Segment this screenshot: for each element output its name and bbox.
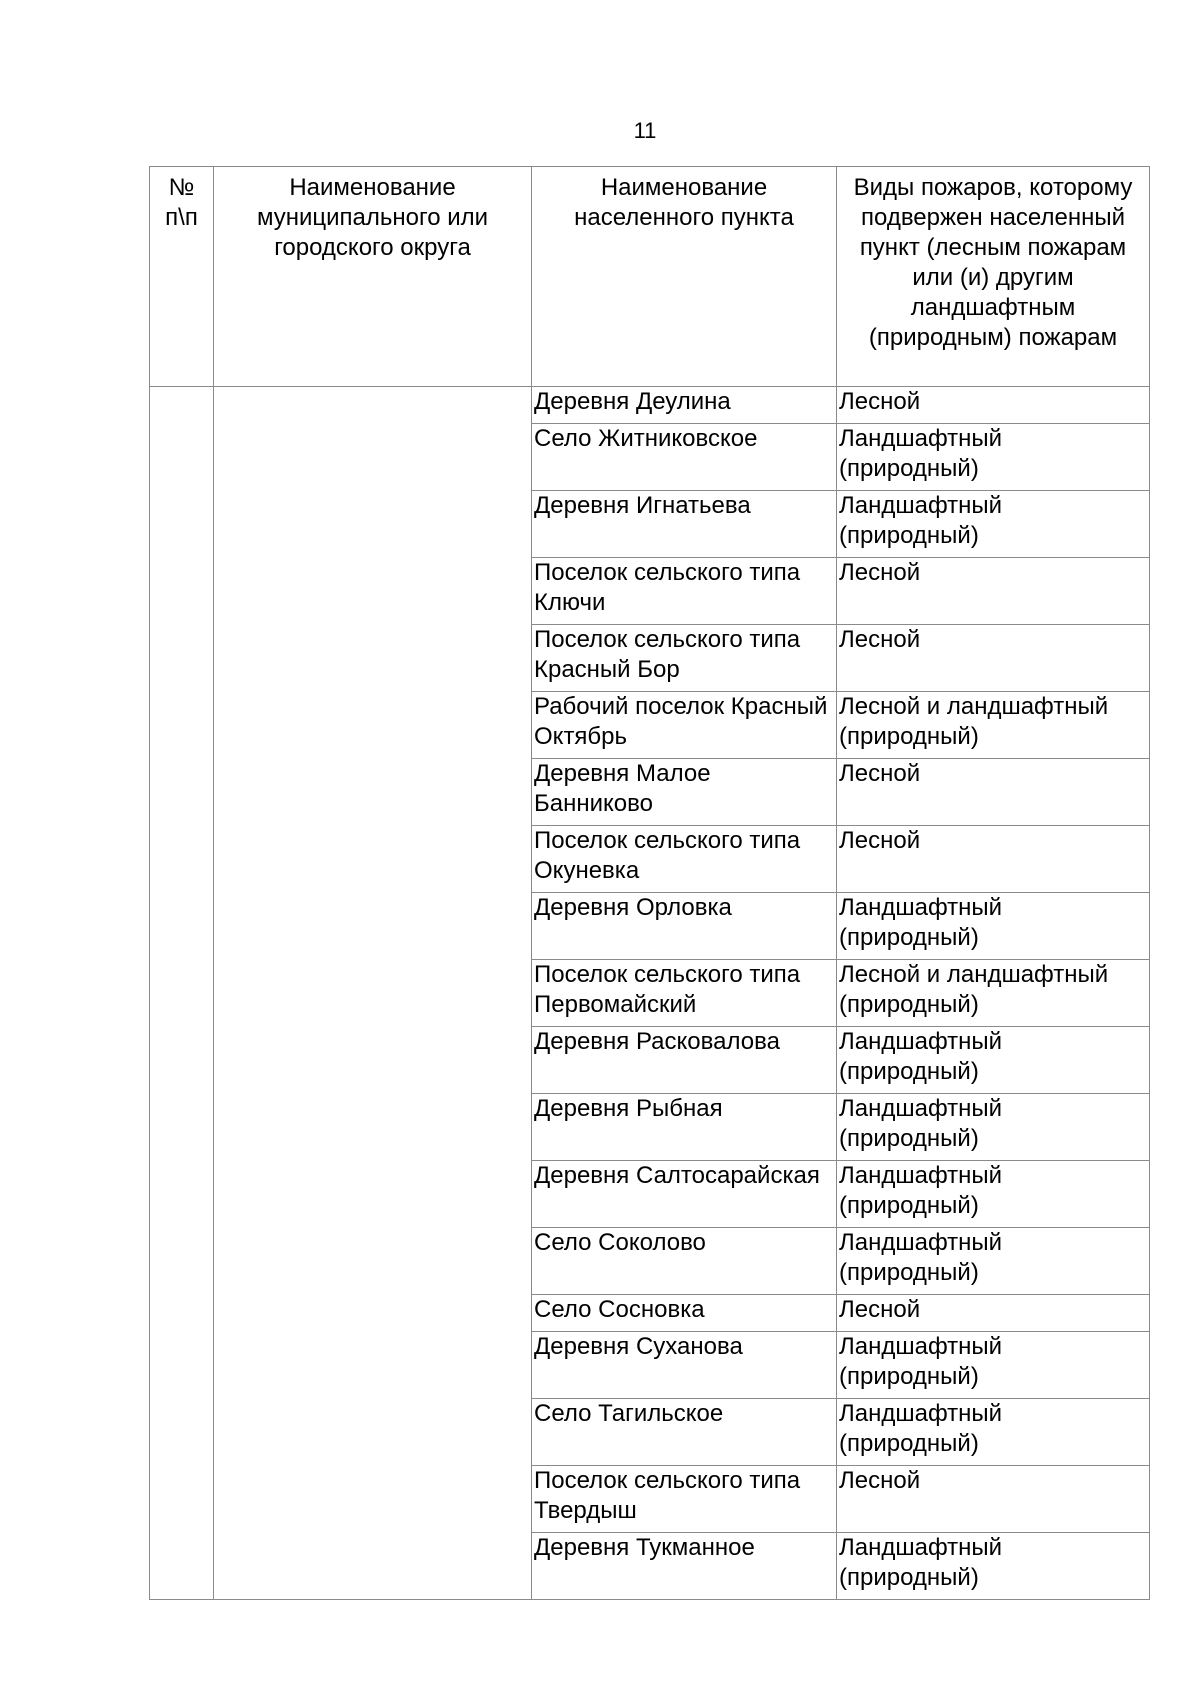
fire-type-cell: Лесной <box>837 826 1150 893</box>
header-municipality: Наименование муниципального или городского округа <box>214 167 532 387</box>
header-number: № п\п <box>150 167 214 387</box>
settlement-cell: Село Сосновка <box>532 1295 837 1332</box>
fire-type-cell: Лесной и ландшафтный (природный) <box>837 960 1150 1027</box>
settlement-cell: Деревня Орловка <box>532 893 837 960</box>
settlement-cell: Поселок сельского типа Окуневка <box>532 826 837 893</box>
settlement-cell: Деревня Малое Банниково <box>532 759 837 826</box>
settlement-cell: Деревня Деулина <box>532 387 837 424</box>
table-row <box>150 387 1150 424</box>
fire-type-cell: Ландшафтный (природный) <box>837 1533 1150 1600</box>
fire-type-cell: Лесной и ландшафтный (природный) <box>837 692 1150 759</box>
fire-type-cell: Ландшафтный (природный) <box>837 1399 1150 1466</box>
settlement-cell: Село Житниковское <box>532 424 837 491</box>
settlement-cell: Село Соколово <box>532 1228 837 1295</box>
fire-type-cell: Лесной <box>837 1295 1150 1332</box>
fire-type-cell: Лесной <box>837 387 1150 424</box>
fire-type-cell: Ландшафтный (природный) <box>837 424 1150 491</box>
number-cell <box>150 387 214 1600</box>
fire-type-cell: Лесной <box>837 759 1150 826</box>
settlement-cell: Поселок сельского типа Твердыш <box>532 1466 837 1533</box>
settlement-cell: Деревня Рыбная <box>532 1094 837 1161</box>
header-fire-type: Виды пожаров, которому подвержен населенный пункт (лесным пожарам или (и) другим ландшафтным (природным) пожарам <box>837 167 1150 387</box>
settlements-table <box>149 166 1150 1600</box>
settlement-cell: Деревня Суханова <box>532 1332 837 1399</box>
fire-type-cell: Ландшафтный (природный) <box>837 1228 1150 1295</box>
fire-type-cell: Ландшафтный (природный) <box>837 491 1150 558</box>
fire-type-cell: Лесной <box>837 558 1150 625</box>
settlement-cell: Деревня Расковалова <box>532 1027 837 1094</box>
settlement-cell: Деревня Салтосарайская <box>532 1161 837 1228</box>
fire-type-cell: Лесной <box>837 625 1150 692</box>
fire-type-cell: Ландшафтный (природный) <box>837 1027 1150 1094</box>
fire-type-cell: Ландшафтный (природный) <box>837 1332 1150 1399</box>
fire-type-cell: Ландшафтный (природный) <box>837 1094 1150 1161</box>
settlement-cell: Деревня Тукманное <box>532 1533 837 1600</box>
settlement-cell: Село Тагильское <box>532 1399 837 1466</box>
settlement-cell: Рабочий поселок Красный Октябрь <box>532 692 837 759</box>
header-settlement: Наименование населенного пункта <box>532 167 837 387</box>
fire-type-cell: Ландшафтный (природный) <box>837 1161 1150 1228</box>
settlement-cell: Поселок сельского типа Красный Бор <box>532 625 837 692</box>
page-number: 11 <box>633 118 657 143</box>
table-header-row <box>150 167 1150 387</box>
settlement-cell: Поселок сельского типа Первомайский <box>532 960 837 1027</box>
municipality-cell <box>214 387 532 1600</box>
fire-type-cell: Ландшафтный (природный) <box>837 893 1150 960</box>
fire-type-cell: Лесной <box>837 1466 1150 1533</box>
settlement-cell: Поселок сельского типа Ключи <box>532 558 837 625</box>
settlement-cell: Деревня Игнатьева <box>532 491 837 558</box>
